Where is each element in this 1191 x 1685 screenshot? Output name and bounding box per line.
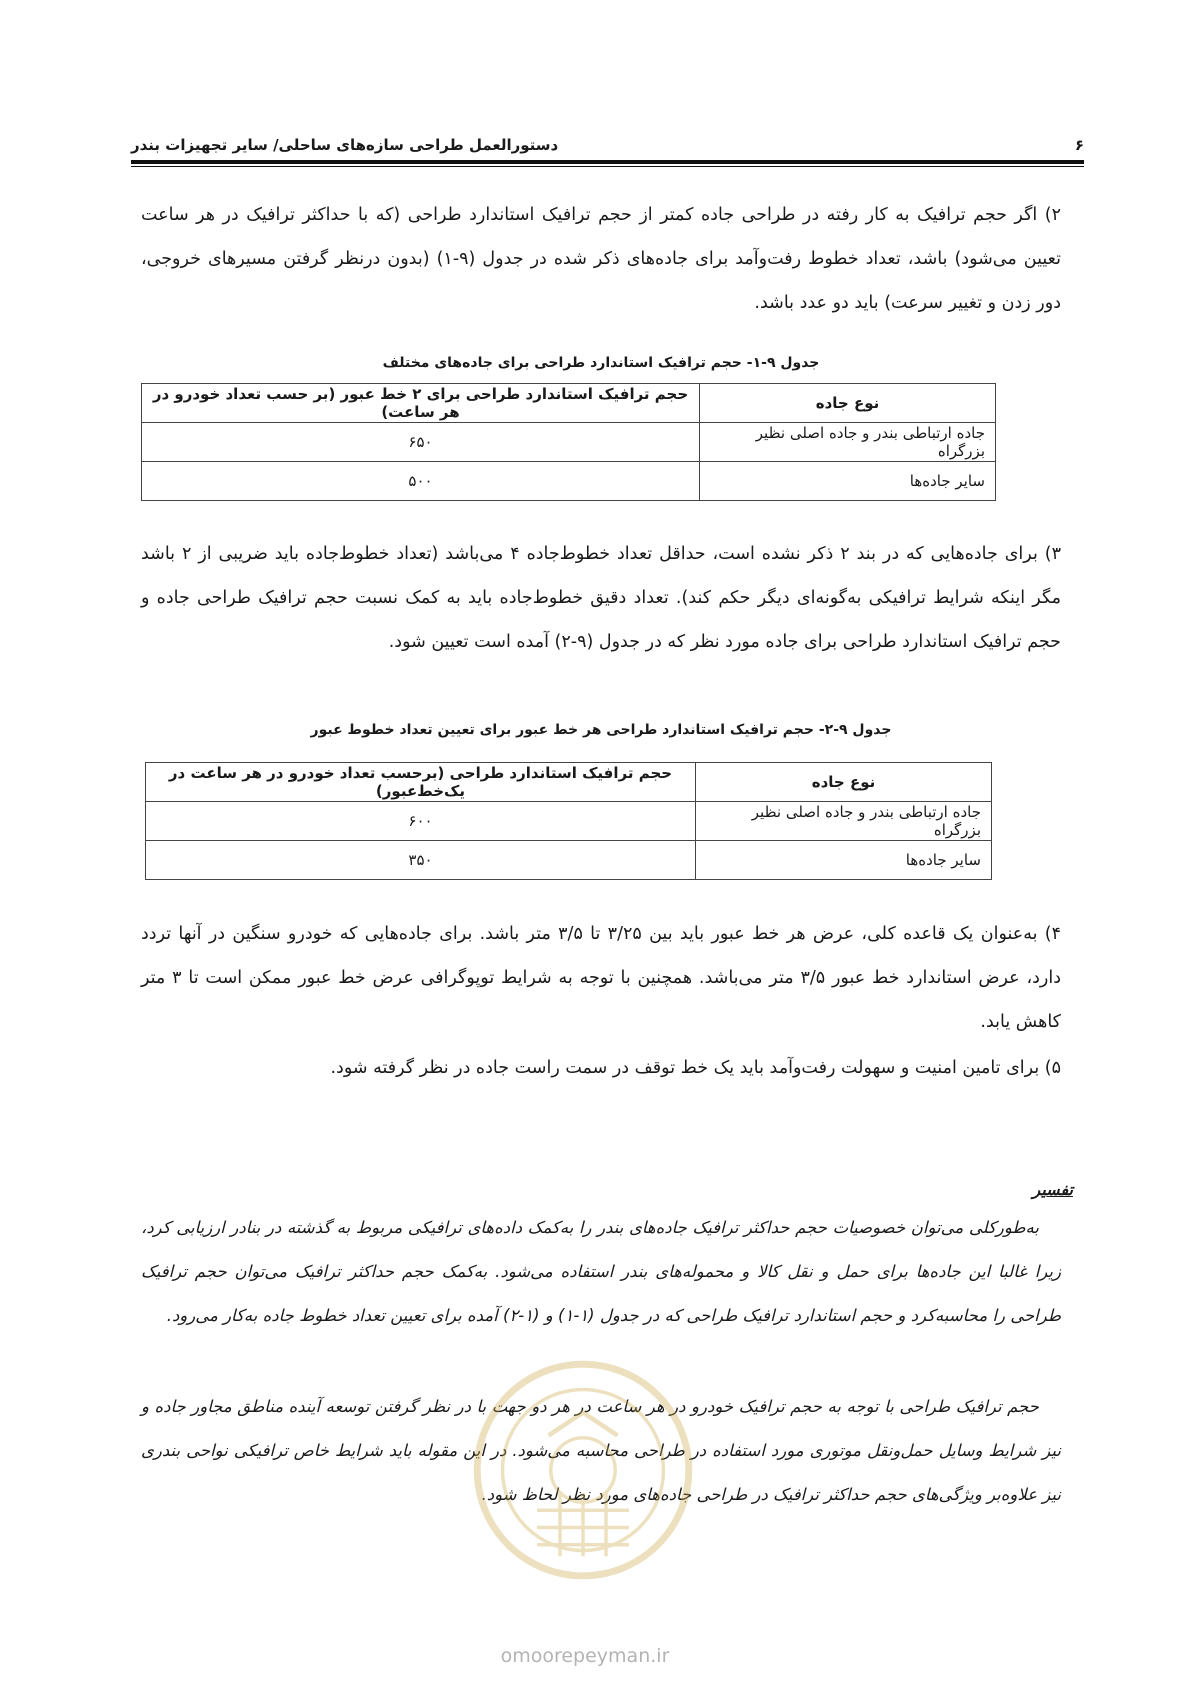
watermark-seal-icon [468, 1355, 698, 1585]
watermark-url: omoorepeyman.ir [500, 1645, 670, 1667]
table-2 [145, 762, 992, 880]
table-row [142, 423, 996, 462]
traffic-value-cell: ۳۵۰ [146, 841, 696, 880]
commentary-title: تفسیر [1032, 1180, 1073, 1199]
table-row [146, 841, 992, 880]
column-header-road-type: نوع جاده [696, 763, 992, 802]
table-header-row [142, 384, 996, 423]
traffic-value-cell: ۶۵۰ [142, 423, 700, 462]
traffic-value-cell: ۵۰۰ [142, 462, 700, 501]
paragraph-4: ۴) به‌عنوان یک قاعده کلی، عرض هر خط عبور باید بین ۳/۲۵ تا ۳/۵ متر باشد. برای جاده‌هایی که خودرو سنگین در آنها تردد دارد، عرض استاندارد خط عبور ۳/۵ متر می‌باشد. همچنین با توجه به شرایط توپوگرافی عرض خط عبور ممکن است تا ۳ متر کاهش یابد. [141, 924, 1061, 1032]
table-2-caption: جدول ۹-۲- حجم ترافیک استاندارد طراحی هر خط عبور برای تعیین تعداد خطوط عبور [310, 722, 892, 738]
road-type-cell: سایر جاده‌ها [696, 841, 992, 880]
road-type-cell: جاده ارتباطی بندر و جاده اصلی نظیر بزرگراه [696, 802, 992, 841]
column-header-traffic-volume: حجم ترافیک استاندارد طراحی برای ۲ خط عبور (بر حسب تعداد خودرو در هر ساعت) [142, 384, 700, 423]
table-header-row [146, 763, 992, 802]
table-1-caption: جدول ۹-۱- حجم ترافیک استاندارد طراحی برای جاده‌های مختلف [382, 355, 820, 371]
road-type-cell: سایر جاده‌ها [700, 462, 996, 501]
table-row [142, 462, 996, 501]
header-rule [131, 160, 1084, 164]
commentary-paragraph-2: حجم ترافیک طراحی با توجه به حجم ترافیک خودرو در هر ساعت در هر دو جهت با در نظر گرفتن توسعه آینده مناطق مجاور جاده و نیز شرایط وسایل حمل‌ونقل موتوری مورد استفاده در طراحی محاسبه می‌شود. در این مقوله باید شرایط خاص ترافیکی نواحی بندری نیز علاوه‌بر ویژگی‌های حجم حداکثر ترافیک در طراحی جاده‌های مورد نظر لحاظ شود. [141, 1397, 1061, 1504]
header-rule-thin [131, 166, 1084, 167]
table-1 [141, 383, 996, 501]
paragraph-2: ۲) اگر حجم ترافیک به کار رفته در طراحی جاده کمتر از حجم ترافیک استاندارد طراحی (که با حداکثر ترافیک در هر ساعت تعیین می‌شود) باشد، تعداد خطوط رفت‌وآمد برای جاده‌های ذکر شده در جدول (۹-۱) (بدون درنظر گرفتن مسیرهای خروجی، دور زدن و تغییر سرعت) باید دو عدد باشد. [141, 205, 1061, 313]
column-header-road-type: نوع جاده [700, 384, 996, 423]
road-type-cell: جاده ارتباطی بندر و جاده اصلی نظیر بزرگراه [700, 423, 996, 462]
paragraph-5: ۵) برای تامین امنیت و سهولت رفت‌وآمد باید یک خط توقف در سمت راست جاده در نظر گرفته شود. [330, 1058, 1061, 1078]
column-header-traffic-volume: حجم ترافیک استاندارد طراحی (برحسب تعداد خودرو در هر ساعت در یک‌خط‌عبور) [146, 763, 696, 802]
traffic-value-cell: ۶۰۰ [146, 802, 696, 841]
commentary-paragraph-1: به‌طورکلی می‌توان خصوصیات حجم حداکثر ترافیک جاده‌های بندر را به‌کمک داده‌های ترافیکی مربوط به گذشته در بنادر ارزیابی کرد، زیرا غالبا این جاده‌ها برای حمل و نقل کالا و محموله‌های بندر استفاده می‌شود. به‌کمک حجم حداکثر ترافیک می‌توان حجم ترافیک طراحی را محاسبه‌کرد و حجم استاندارد ترافیک طراحی که در جدول (۱-۱) و (۱-۲) آمده برای تعیین تعداد خطوط جاده به‌کار می‌رود. [141, 1218, 1061, 1325]
page-number: ۶ [1074, 136, 1084, 154]
page-header [131, 124, 1084, 154]
table-row [146, 802, 992, 841]
running-title: دستورالعمل طراحی سازه‌های ساحلی/ سایر تجهیزات بندر [131, 136, 559, 154]
paragraph-3: ۳) برای جاده‌هایی که در بند ۲ ذکر نشده است، حداقل تعداد خطوط‌جاده ۴ می‌باشد (تعداد خطوط‌جاده باید ضریبی از ۲ باشد مگر اینکه شرایط ترافیکی به‌گونه‌ای دیگر حکم کند). تعداد دقیق خطوط‌جاده باید به کمک نسبت حجم ترافیک طراحی جاده و حجم ترافیک استاندارد طراحی برای جاده مورد نظر که در جدول (۹-۲) آمده است تعیین شود. [141, 544, 1061, 652]
